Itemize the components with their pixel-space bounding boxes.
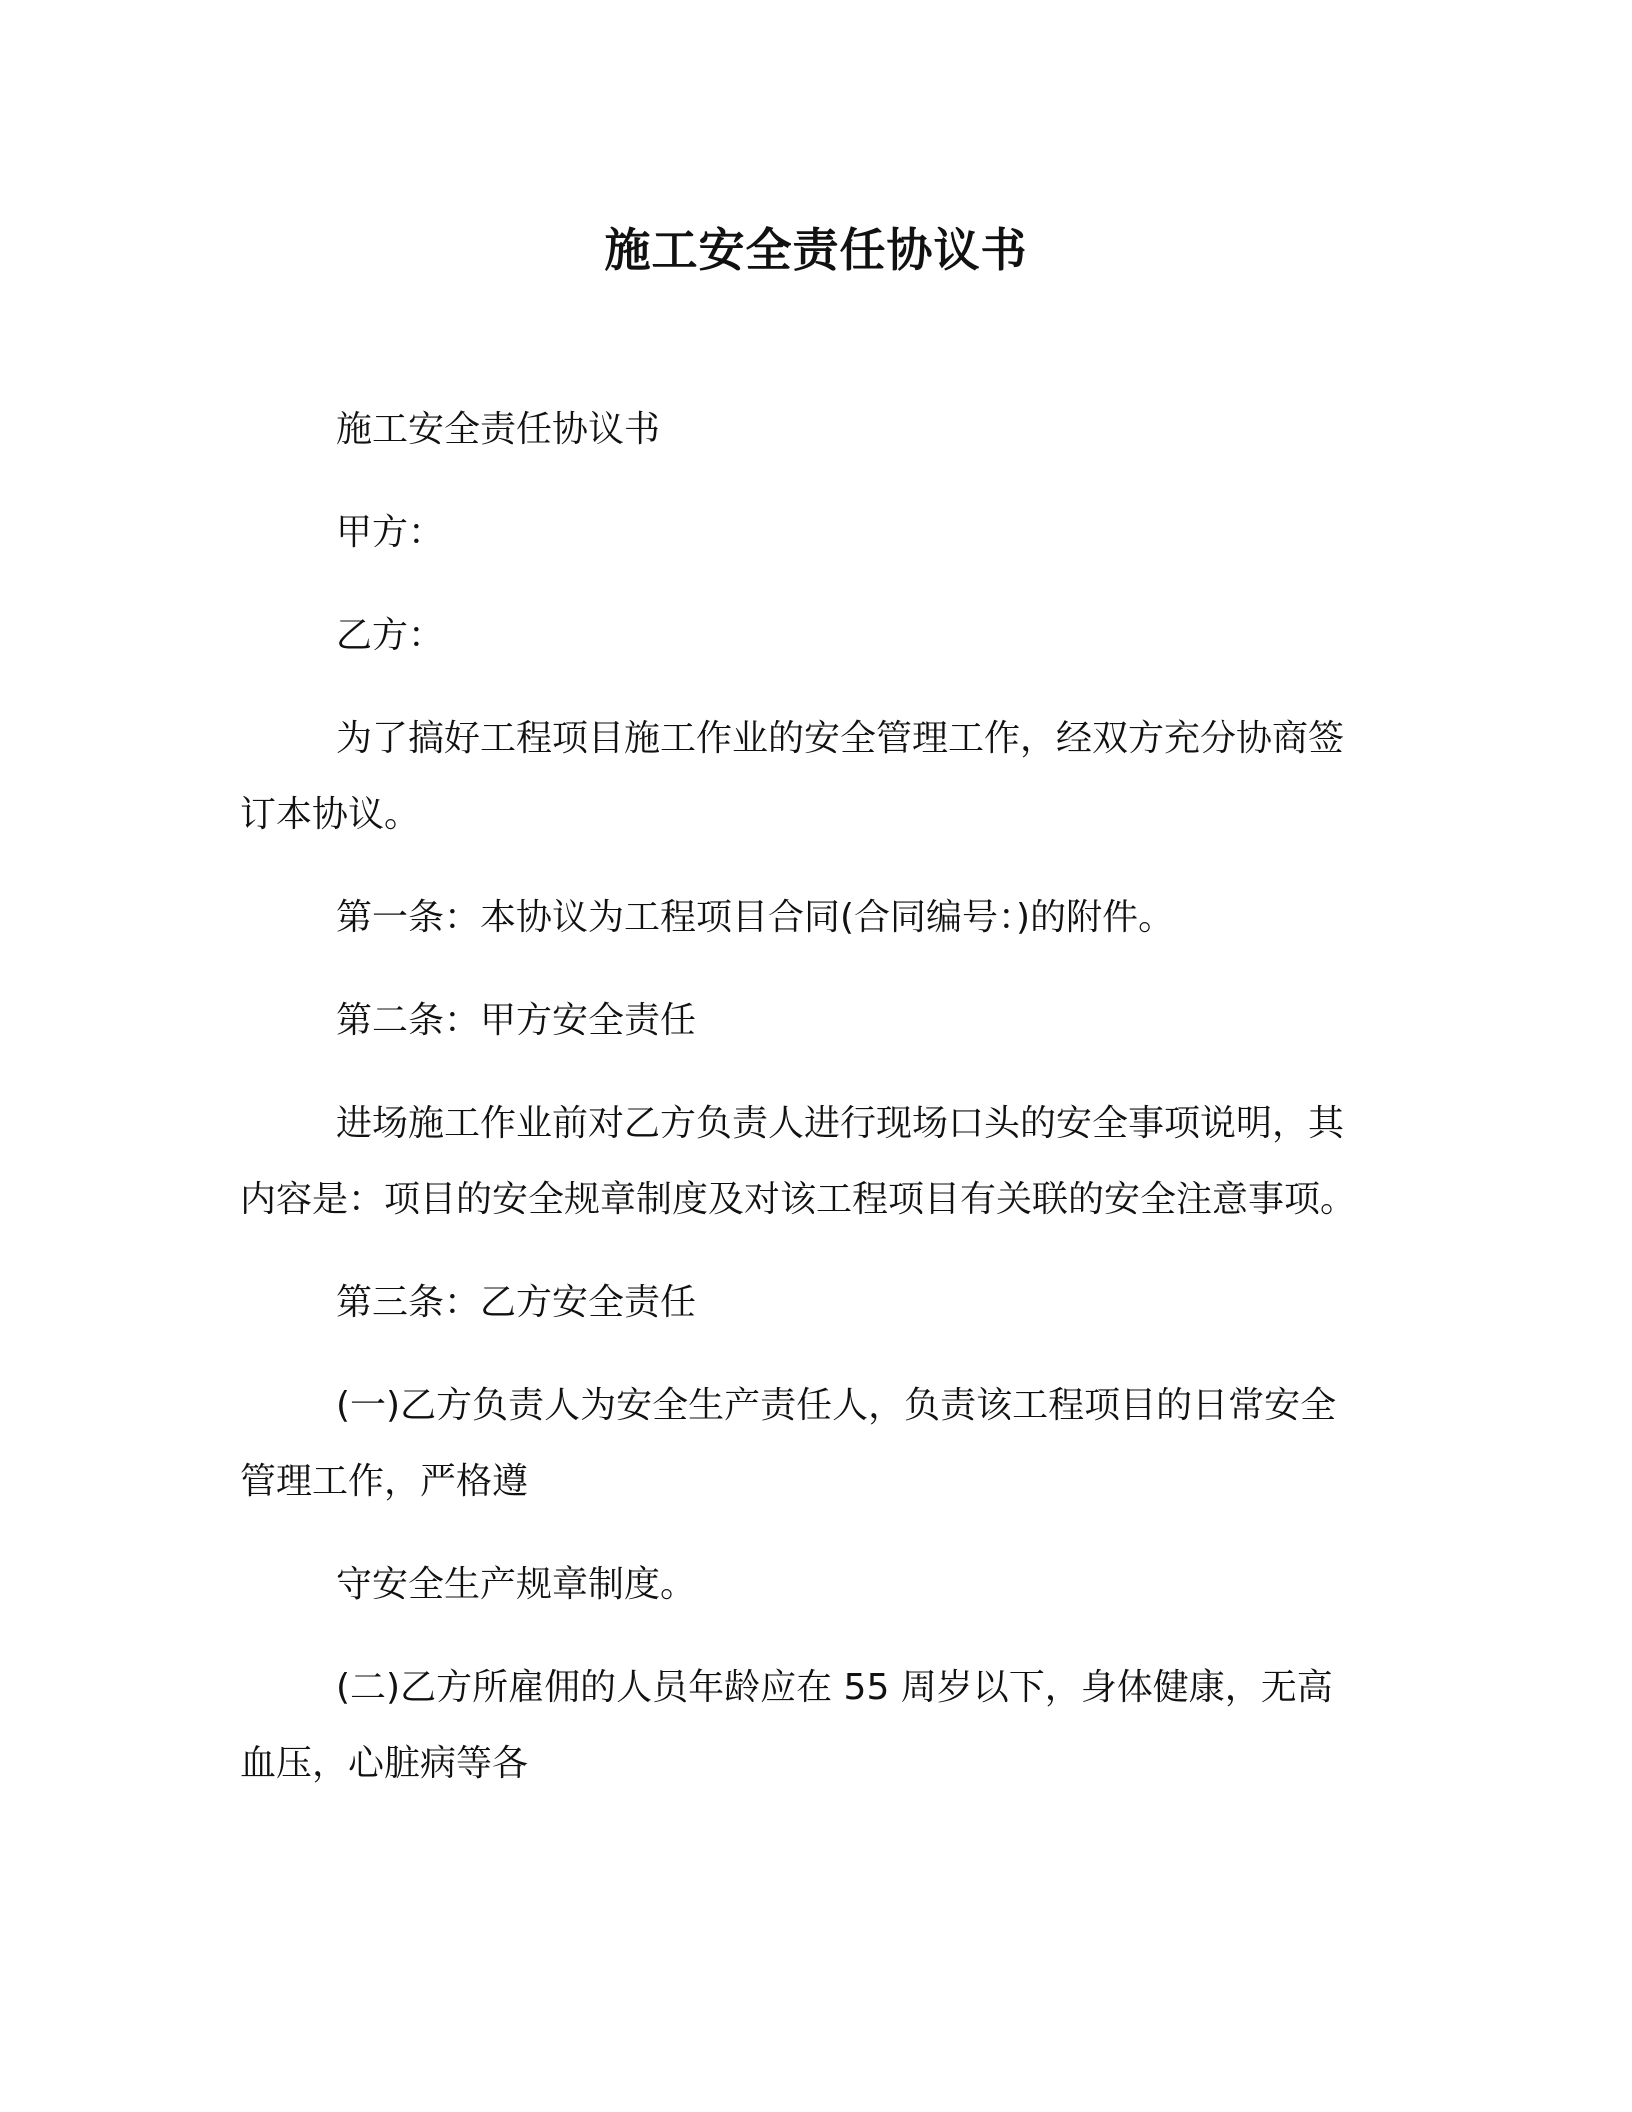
paragraph-line: 为了搞好工程项目施工作业的安全管理工作，经双方充分协商签 — [336, 718, 1345, 759]
paragraph-line: 进场施工作业前对乙方负责人进行现场口头的安全事项说明，其 — [336, 1103, 1345, 1144]
paragraph-line: 第三条：乙方安全责任 — [336, 1282, 697, 1323]
document-title: 施工安全责任协议书 — [604, 223, 1028, 277]
paragraph-line: 订本协议。 — [240, 794, 421, 835]
paragraph-line: 乙方： — [336, 615, 445, 656]
paragraph-line: 血压，心脏病等各 — [240, 1743, 529, 1784]
paragraph-line: 施工安全责任协议书 — [336, 409, 661, 450]
paragraph-line: 内容是：项目的安全规章制度及对该工程项目有关联的安全注意事项。 — [240, 1179, 1357, 1220]
paragraph-article-2 — [240, 983, 1380, 1059]
paragraph-item-1 — [240, 1368, 1380, 1520]
paragraph-heading — [240, 392, 1380, 468]
paragraph-party-a — [240, 495, 1380, 571]
paragraph-item-2 — [240, 1650, 1380, 1802]
paragraph-article-1 — [240, 880, 1380, 956]
paragraph-line: 守安全生产规章制度。 — [336, 1564, 697, 1605]
paragraph-article-3 — [240, 1265, 1380, 1341]
paragraph-line: 第一条：本协议为工程项目合同(合同编号：)的附件。 — [336, 897, 1175, 938]
paragraph-line: 第二条：甲方安全责任 — [336, 1000, 697, 1041]
document-body — [240, 392, 1380, 1829]
paragraph-party-a-duty — [240, 1086, 1380, 1238]
paragraph-party-b — [240, 598, 1380, 674]
paragraph-line: 管理工作，严格遵 — [240, 1461, 529, 1502]
paragraph-line: (一)乙方负责人为安全生产责任人，负责该工程项目的日常安全 — [336, 1385, 1337, 1426]
paragraph-line: 甲方： — [336, 512, 445, 553]
paragraph-purpose — [240, 701, 1380, 853]
paragraph-item-1-cont — [240, 1547, 1380, 1623]
paragraph-line: (二)乙方所雇佣的人员年龄应在 55 周岁以下，身体健康，无高 — [336, 1667, 1333, 1708]
